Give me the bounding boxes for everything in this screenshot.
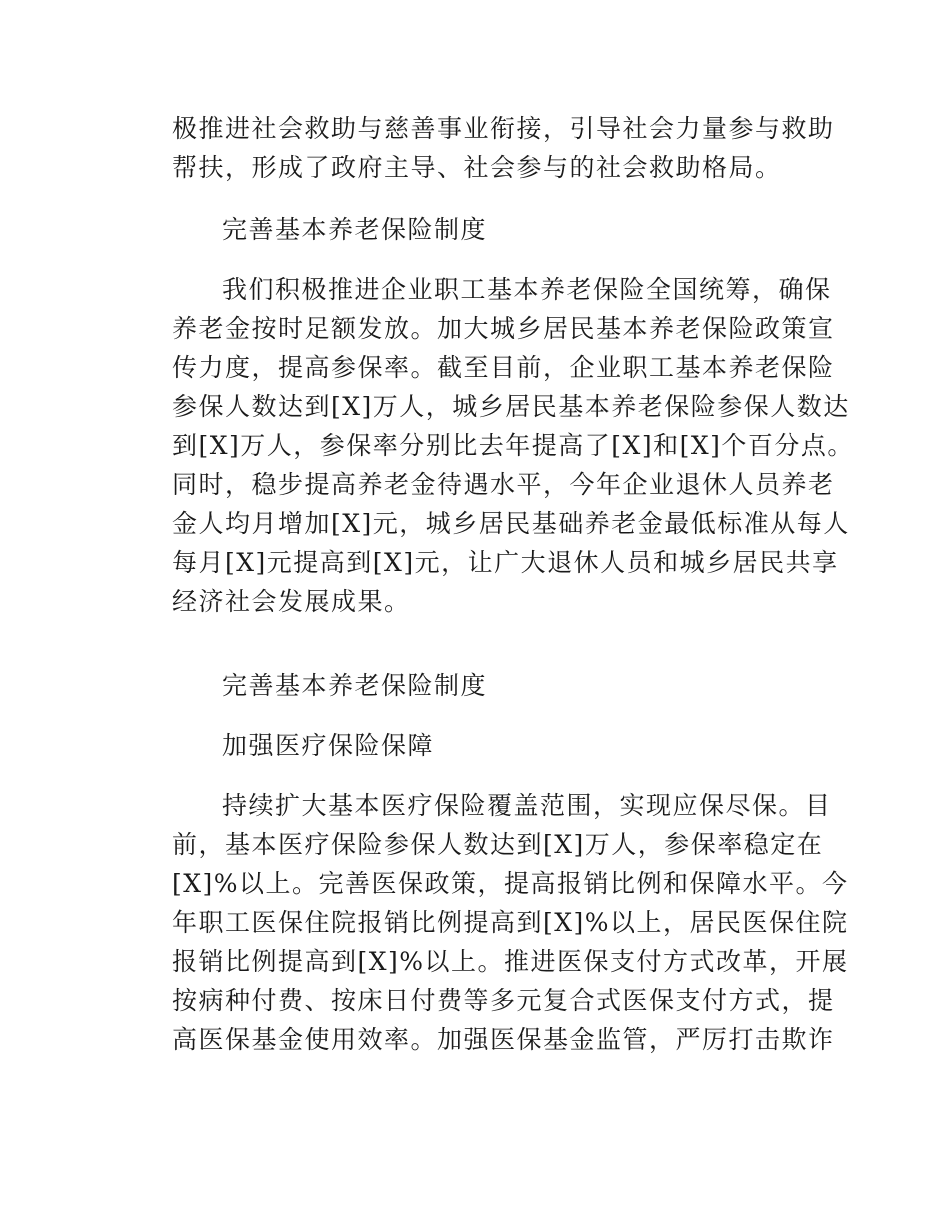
section-heading-medical-insurance [172, 726, 812, 765]
text-line: [X]%以上。完善医保政策，提高报销比例和保障水平。今 [172, 869, 849, 898]
heading-text: 完善基本养老保险制度 [222, 671, 488, 700]
text-line: 到[X]万人，参保率分别比去年提高了[X]和[X]个百分点。 [172, 431, 854, 460]
text-line: 按病种付费、按床日付费等多元复合式医保支付方式，提 [172, 986, 835, 1015]
section-heading-pension [172, 210, 812, 249]
text-line: 金人均月增加[X]元，城乡居民基础养老金最低标准从每人 [172, 509, 850, 538]
paragraph-pension-details [172, 270, 854, 621]
paragraph-medical-insurance-details [172, 786, 849, 1059]
text-line: 参保人数达到[X]万人，城乡居民基本养老保险参保人数达 [172, 392, 850, 421]
text-line: 经济社会发展成果。 [172, 587, 411, 616]
text-line: 年职工医保住院报销比例提高到[X]%以上，居民医保住院 [172, 908, 849, 937]
text-line: 我们积极推进企业职工基本养老保险全国统筹，确保 [222, 275, 832, 304]
text-line: 帮扶，形成了政府主导、社会参与的社会救助格局。 [172, 153, 782, 182]
text-line: 每月[X]元提高到[X]元，让广大退休人员和城乡居民共享 [172, 548, 839, 577]
text-line: 前，基本医疗保险参保人数达到[X]万人，参保率稳定在 [172, 830, 824, 859]
heading-text: 完善基本养老保险制度 [222, 215, 488, 244]
text-line: 同时，稳步提高养老金待遇水平，今年企业退休人员养老 [172, 470, 835, 499]
text-line: 极推进社会救助与慈善事业衔接，引导社会力量参与救助 [172, 114, 835, 143]
text-line: 高医保基金使用效率。加强医保基金监管，严厉打击欺诈 [172, 1025, 835, 1054]
text-line: 报销比例提高到[X]%以上。推进医保支付方式改革，开展 [172, 947, 849, 976]
text-line: 持续扩大基本医疗保险覆盖范围，实现应保尽保。目 [222, 791, 832, 820]
text-line: 传力度，提高参保率。截至目前，企业职工基本养老保险 [172, 353, 835, 382]
heading-text: 加强医疗保险保障 [222, 731, 435, 760]
paragraph-social-assistance-continued [172, 109, 835, 187]
text-line: 养老金按时足额发放。加大城乡居民基本养老保险政策宣 [172, 314, 835, 343]
section-heading-pension-repeat [172, 666, 812, 705]
